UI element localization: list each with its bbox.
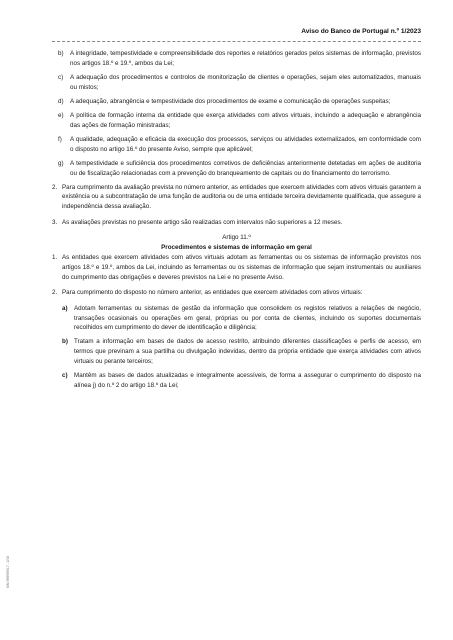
list-item: [52, 135, 421, 155]
item-text: A integridade, tempestividade e compreensibilidade dos reportes e relatórios gerados pelos sistemas de informação, previstos nos artigos 18.º e 19.º, ambos da Lei;: [70, 50, 421, 67]
article-subtitle: Procedimentos e sistemas de informação em geral: [161, 244, 312, 252]
list-item: [52, 111, 421, 131]
item-label: a): [62, 304, 68, 312]
numbered-list-top: [52, 183, 421, 228]
item-label: f): [58, 135, 62, 143]
item-text: As entidades que exercem atividades com ativos virtuais adotam as ferramentas ou os sistemas de informação previstos nos artigos 18.º e 19.º, ambos da Lei, incluindo as ferramentas ou os sistemas de informação que sejam instrumentais ou auxiliares do cumprimento das obrigações e deveres previstos na Lei e no presente Aviso.: [62, 253, 421, 281]
item-text: A adequação dos procedimentos e controlos de monitorização de clientes e operações, sejam eles automatizados, manuais ou mistos;: [70, 73, 421, 91]
item-text: A adequação, abrangência e tempestividade dos procedimentos de exame e comunicação de operações suspeitas;: [70, 97, 391, 105]
numbered-item: [52, 218, 421, 228]
item-label: 2.: [52, 289, 58, 297]
item-label: b): [62, 338, 68, 346]
item-text: A política de formação interna da entidade que exerça atividades com ativos virtuais, incluindo a adequação e abrangência das ações de formação ministradas;: [70, 111, 421, 129]
list-items-article: [52, 304, 421, 391]
item-text: Mantêm as bases de dados atualizadas e integralmente acessíveis, de forma a assegurar o cumprimento do disposto na alínea j) do n.º 2 do artigo 18.º da Lei;: [74, 372, 421, 390]
item-text: Para cumprimento do disposto no número anterior, as entidades que exercem atividades com ativos virtuais:: [62, 289, 363, 297]
item-text: A qualidade, adequação e eficácia da execução dos processos, serviços ou atividades externalizados, em conformidade com o disposto no artigo 16.º do presente Aviso, sempre que aplicável;: [70, 135, 421, 153]
numbered-item: [52, 253, 421, 283]
item-label: 2.: [52, 183, 58, 191]
header-divider: [52, 41, 421, 42]
item-label: 3.: [52, 218, 58, 226]
list-items-top: [52, 49, 421, 178]
item-label: c): [58, 73, 64, 81]
item-label: e): [58, 111, 64, 119]
item-text: Para cumprimento da avaliação prevista no número anterior, as entidades que exercem atividades com ativos virtuais garantem a existência ou a subcontratação de uma função de auditoria ou de uma entidade terceira devidamente qualificada, que assegure a independência dessa avaliação.: [62, 183, 421, 211]
document-body: [52, 49, 421, 395]
item-label: 1.: [52, 253, 58, 261]
list-item: [52, 304, 421, 334]
side-reference-code: MM 999999/17 - 2/16: [6, 555, 10, 588]
article-title: Artigo 11.º: [222, 234, 251, 242]
page-header-title: Aviso do Banco de Portugal n.º 1/2023: [301, 28, 421, 35]
item-label: d): [58, 97, 64, 105]
numbered-item: [52, 183, 421, 213]
list-item: [52, 73, 421, 93]
item-text: Adotam ferramentas ou sistemas de gestão da informação que consolidem os registos relativos a relações de negócio, transações ocasionais ou operações em geral, próprias ou por conta de clientes, incluindo os suportes documentais recolhidos em cumprimento do dever de identificação e diligência;: [74, 304, 421, 332]
item-text: Tratam a informação em bases de dados de acesso restrito, atribuindo diferentes classificações e perfis de acesso, em termos que previnam a sua partilha ou divulgação indevidas, dentro da própria entidade que exerça atividades com ativos virtuais ou perante terceiros;: [74, 338, 421, 366]
list-item: [52, 371, 421, 391]
list-item: [52, 49, 421, 69]
numbered-item: [52, 288, 421, 298]
item-text: As avaliações previstas no presente artigo são realizadas com intervalos não superiores a 12 meses.: [62, 218, 343, 226]
list-item: [52, 97, 421, 107]
item-label: g): [58, 159, 64, 167]
numbered-list-article: [52, 253, 421, 298]
item-label: c): [62, 372, 68, 380]
list-item: [52, 337, 421, 367]
list-item: [52, 159, 421, 179]
item-label: b): [58, 50, 64, 57]
item-text: A tempestividade e suficiência dos procedimentos corretivos de deficiências anteriormente detetadas em ações de auditoria ou de fiscalização relacionadas com a prevenção do branqueamento de capitais ou do financiamento do terrorismo.: [70, 159, 421, 177]
